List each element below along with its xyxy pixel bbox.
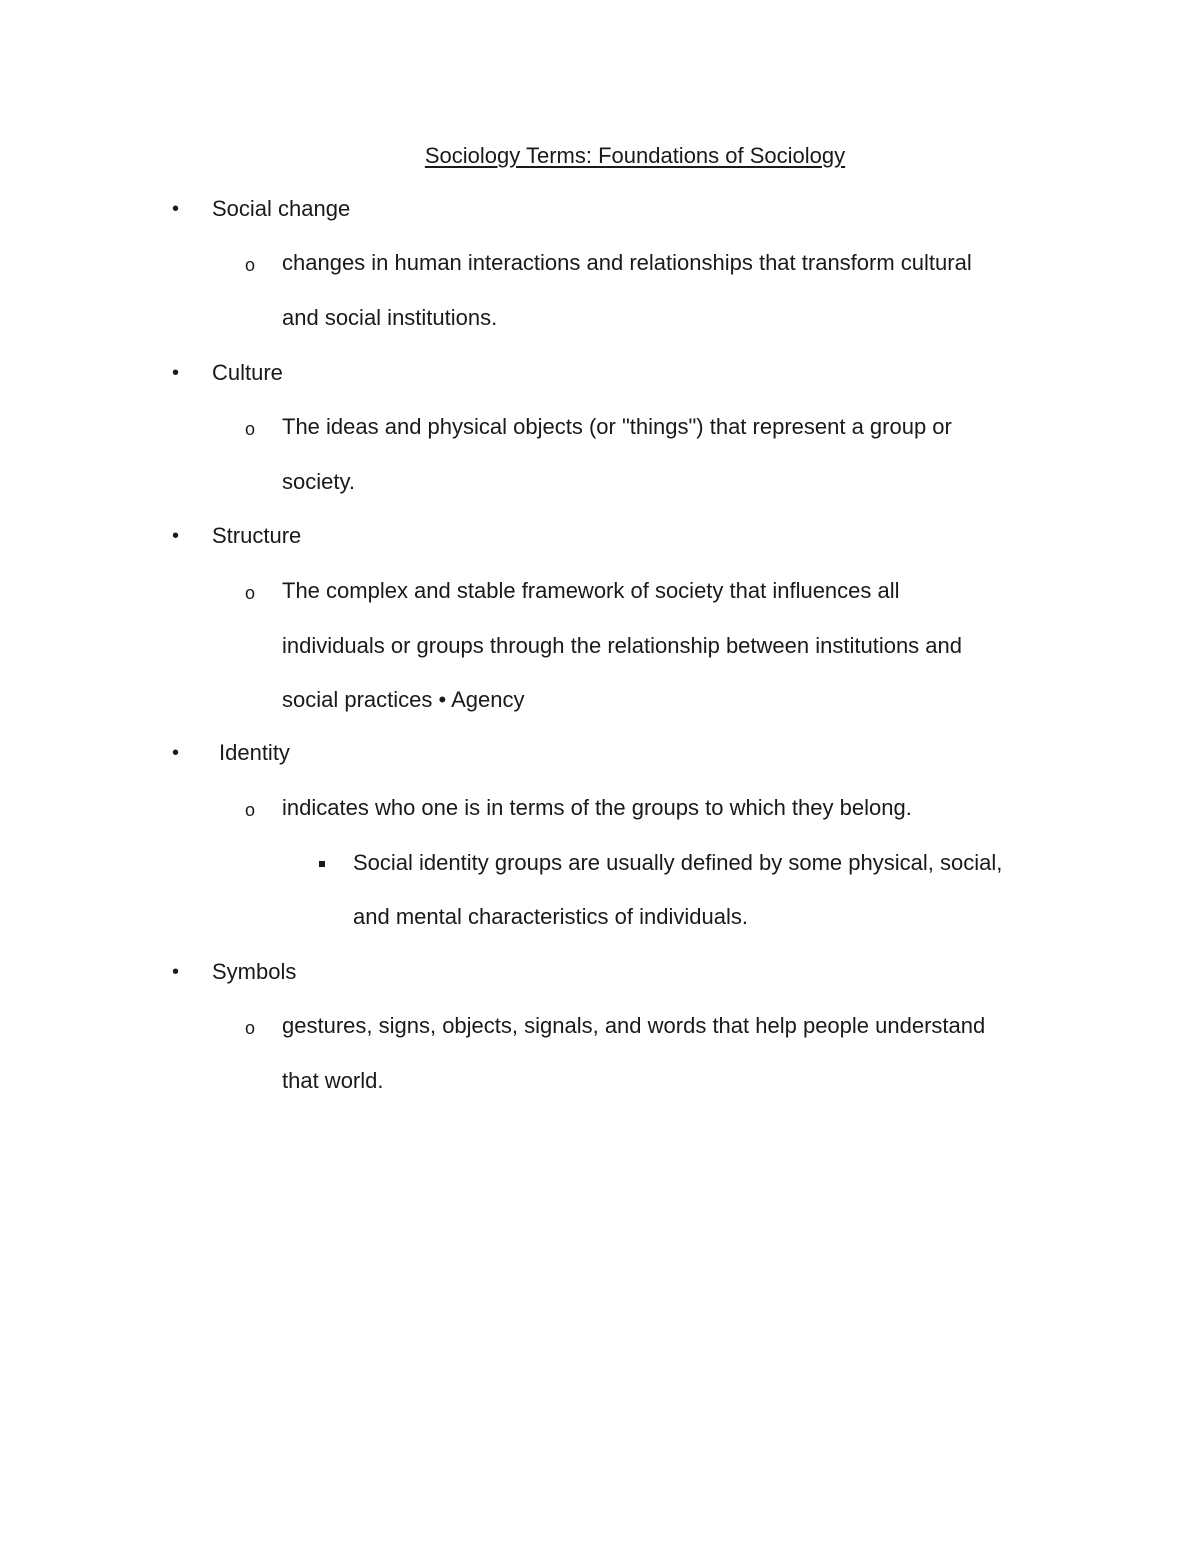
term-culture: Culture <box>212 360 283 385</box>
sub-definition-line: and mental characteristics of individuals. <box>353 904 748 929</box>
sub-definition-line: Social identity groups are usually defined by some physical, social, <box>353 850 1003 875</box>
bullet-icon: • <box>172 362 180 384</box>
definition-line: The complex and stable framework of society that influences all <box>282 578 900 603</box>
term-symbols: Symbols <box>212 959 297 984</box>
definition-line: The ideas and physical objects (or "things") that represent a group or <box>282 414 952 439</box>
circle-bullet-icon: o <box>245 1018 256 1038</box>
definition-line: society. <box>282 469 355 494</box>
term-structure: Structure <box>212 523 302 548</box>
definition-line: changes in human interactions and relationships that transform cultural <box>282 250 972 275</box>
square-bullet-icon <box>319 861 325 867</box>
definition-line: that world. <box>282 1068 384 1093</box>
circle-bullet-icon: o <box>245 583 256 603</box>
term-identity: Identity <box>219 740 290 765</box>
definition-line: individuals or groups through the relationship between institutions and <box>282 633 962 658</box>
definition-line: social practices • Agency <box>282 687 525 712</box>
term-social-change: Social change <box>212 196 351 221</box>
bullet-icon: • <box>172 961 180 983</box>
document-title: Sociology Terms: Foundations of Sociology <box>424 143 846 168</box>
bullet-icon: • <box>172 742 180 764</box>
bullet-icon: • <box>172 198 180 220</box>
bullet-icon: • <box>172 525 180 547</box>
definition-line: gestures, signs, objects, signals, and words that help people understand <box>282 1013 986 1038</box>
circle-bullet-icon: o <box>245 800 256 820</box>
definition-line: and social institutions. <box>282 305 498 330</box>
circle-bullet-icon: o <box>245 255 256 275</box>
definition-line: indicates who one is in terms of the groups to which they belong. <box>282 795 912 820</box>
circle-bullet-icon: o <box>245 419 256 439</box>
